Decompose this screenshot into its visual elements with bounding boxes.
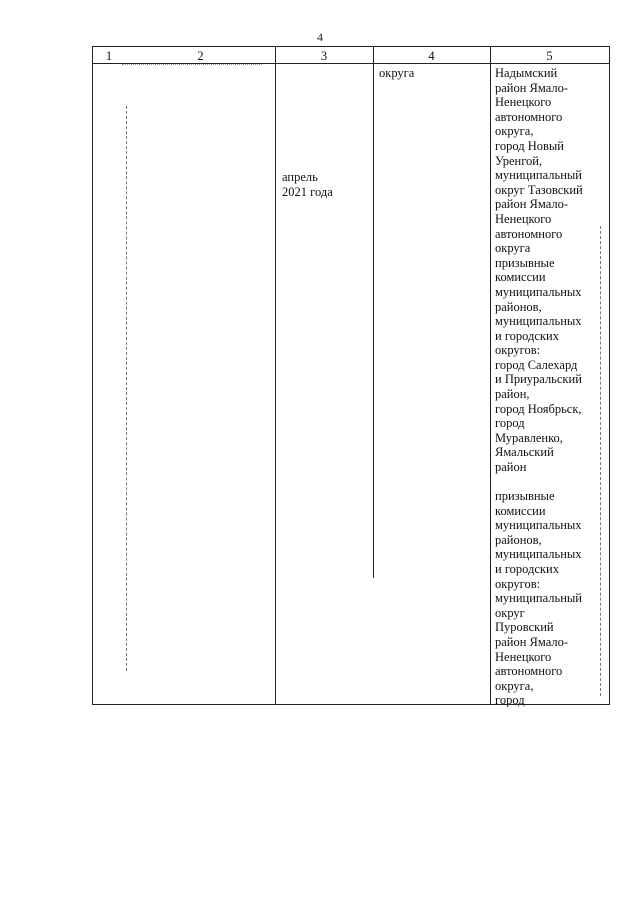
cell-commissions-list-1: Надымский район Ямало- Ненецкого автономного округа, город Новый Уренгой, муниципальный округ Тазовский район Ямало- Ненецкого автономного округа призывные комиссии муниципальных районов, муниципальных и городских округов: город Салехард и Приуральский район, город Ноябрьск, город Муравленко, Ямальский район xyxy=(495,66,583,475)
column-divider-2-3 xyxy=(275,46,276,704)
column-header-5: 5 xyxy=(546,49,553,63)
cell-commissions-list-2: призывные комиссии муниципальных районов, муниципальных и городских округов: муниципальный округ Пуровский район Ямало- Ненецкого автономного округа, город xyxy=(495,489,582,708)
scan-artifact-line xyxy=(600,226,601,696)
column-header-1: 1 xyxy=(105,49,113,63)
table-left-border xyxy=(92,46,93,704)
column-divider-3-4 xyxy=(373,46,374,578)
table-right-border xyxy=(609,46,610,704)
column-divider-4-5 xyxy=(490,46,491,704)
column-header-2: 2 xyxy=(197,49,204,63)
cell-region-note: округа xyxy=(379,66,415,80)
table-top-border xyxy=(92,46,610,47)
scan-artifact-line xyxy=(126,106,127,671)
cell-period: апрель 2021 года xyxy=(282,170,333,199)
column-header-4: 4 xyxy=(428,49,435,63)
page-number: 4 xyxy=(317,30,323,44)
column-header-3: 3 xyxy=(320,49,328,63)
scan-artifact-line xyxy=(122,64,262,65)
data-table xyxy=(92,46,610,708)
